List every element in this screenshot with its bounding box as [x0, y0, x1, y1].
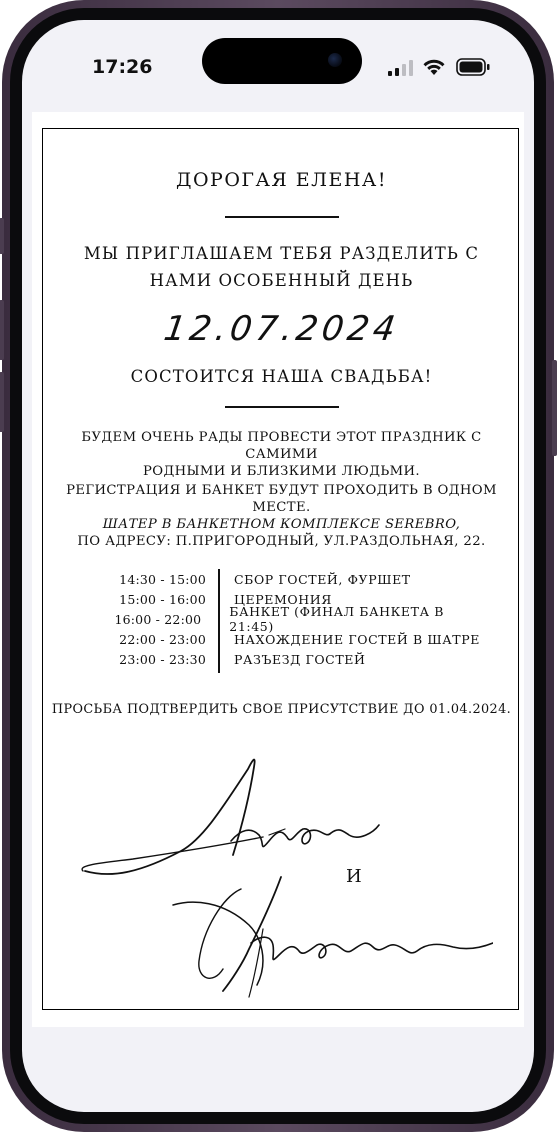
- wedding-announcement: СОСТОИТСЯ НАША СВАДЬБА!: [130, 367, 433, 386]
- schedule: [83, 569, 483, 669]
- schedule-time: 22:00 - 23:00: [119, 631, 206, 647]
- power-button: [552, 360, 557, 456]
- schedule-row: [83, 569, 483, 589]
- wedding-date: 12.07.2024: [161, 309, 402, 349]
- camera-icon: [328, 53, 342, 67]
- schedule-row: [83, 629, 483, 649]
- rsvp-text: ПРОСЬБА ПОДТВЕРДИТЬ СВОЕ ПРИСУТСТВИЕ ДО 01.04.2024.: [51, 702, 512, 717]
- divider: [225, 216, 339, 218]
- schedule-event: НАХОЖДЕНИЕ ГОСТЕЙ В ШАТРЕ: [234, 631, 480, 647]
- schedule-time: 23:00 - 23:30: [119, 651, 206, 667]
- welcome-line: РОДНЫМИ И БЛИЗКИМИ ЛЮДЬМИ.: [142, 464, 421, 479]
- schedule-row: [83, 649, 483, 669]
- schedule-event: РАЗЪЕЗД ГОСТЕЙ: [234, 651, 366, 667]
- venue-line: РЕГИСТРАЦИЯ И БАНКЕТ БУДУТ ПРОХОДИТЬ В ОДНОМ МЕСТЕ.: [66, 483, 497, 515]
- invite-text: [43, 240, 520, 294]
- venue-name: ШАТЕР В БАНКЕТНОМ КОМПЛЕКСЕ SEREBRO,: [102, 517, 461, 532]
- action-button: [0, 218, 4, 254]
- schedule-event: СБОР ГОСТЕЙ, ФУРШЕТ: [234, 571, 411, 587]
- signal-icon: [388, 60, 414, 76]
- schedule-time: 15:00 - 16:00: [119, 591, 206, 607]
- wifi-icon: [422, 58, 446, 76]
- schedule-event: ЦЕРЕМОНИЯ: [234, 591, 332, 607]
- schedule-time: 14:30 - 15:00: [119, 571, 206, 587]
- dynamic-island: [202, 38, 362, 84]
- schedule-time: 16:00 - 22:00: [114, 611, 202, 627]
- invitation-frame: [42, 128, 519, 1010]
- invitation-card: [32, 112, 524, 1027]
- battery-icon: [456, 58, 490, 76]
- venue-text: [43, 482, 520, 550]
- status-bar: [22, 20, 534, 112]
- invite-line: НАМИ ОСОБЕННЫЙ ДЕНЬ: [149, 271, 414, 290]
- status-time: 17:26: [92, 56, 153, 78]
- signature-image: [73, 729, 493, 999]
- schedule-divider: [218, 569, 220, 673]
- welcome-line: БУДЕМ ОЧЕНЬ РАДЫ ПРОВЕСТИ ЭТОТ ПРАЗДНИК С САМИМИ: [81, 430, 482, 462]
- screen: [22, 20, 534, 1112]
- volume-up-button: [0, 300, 4, 360]
- venue-line: [43, 516, 520, 533]
- schedule-row: [83, 604, 483, 634]
- volume-down-button: [0, 372, 4, 432]
- divider: [225, 406, 339, 408]
- signature-and: И: [346, 866, 362, 887]
- invite-line: МЫ ПРИГЛАШАЕМ ТЕБЯ РАЗДЕЛИТЬ С: [83, 244, 480, 263]
- welcome-text: [43, 429, 520, 480]
- schedule-event: БАНКЕТ (ФИНАЛ БАНКЕТА В 21:45): [229, 604, 444, 634]
- greeting-heading: ДОРОГАЯ ЕЛЕНА!: [176, 169, 387, 191]
- phone-frame: [2, 0, 554, 1132]
- venue-address: ПО АДРЕСУ: П.ПРИГОРОДНЫЙ, УЛ.РАЗДОЛЬНАЯ, 22.: [77, 534, 486, 549]
